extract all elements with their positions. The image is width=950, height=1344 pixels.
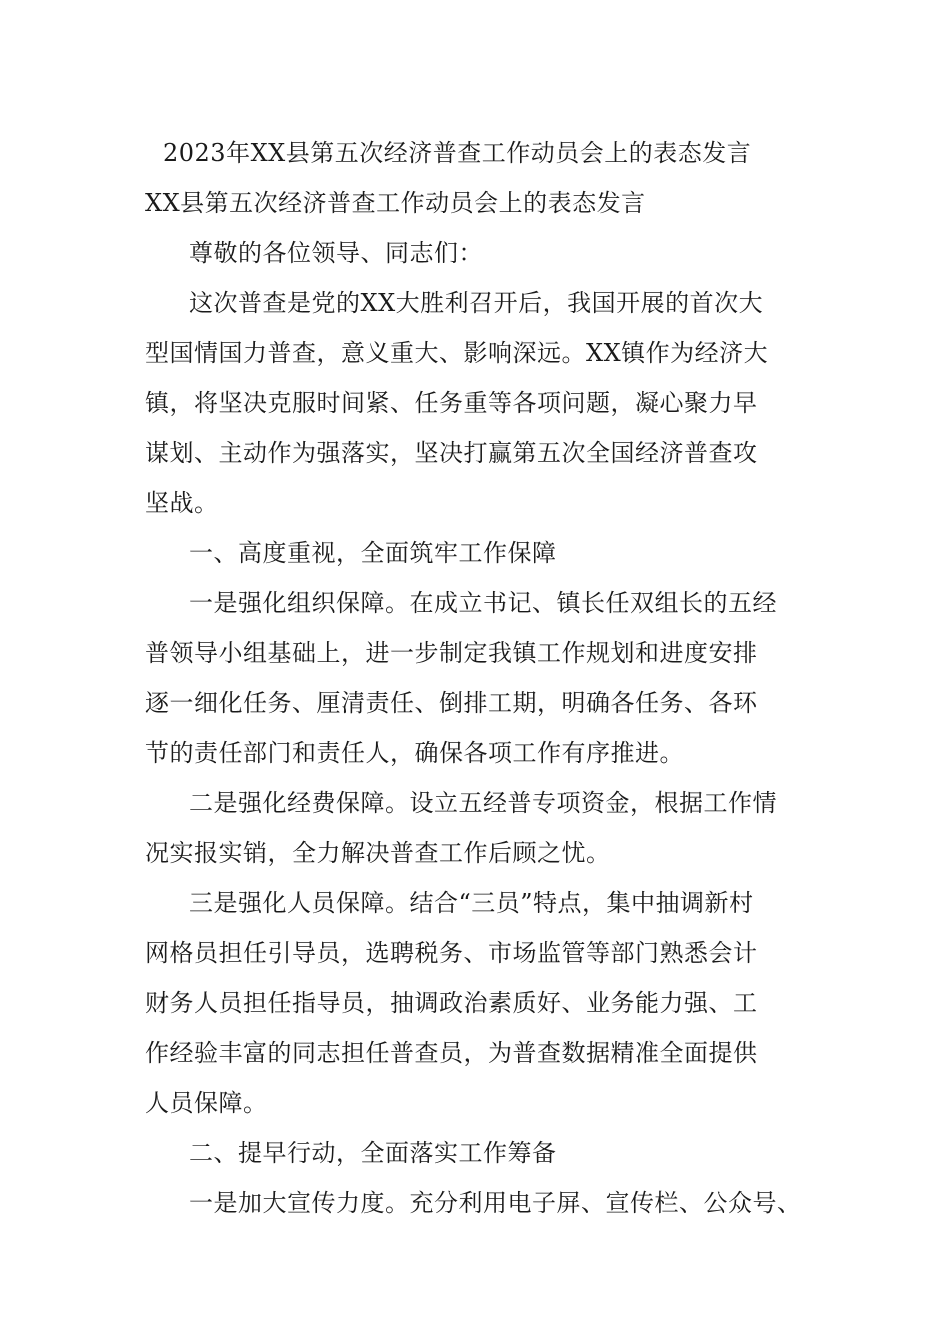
paragraph-line: 这次普查是党的XX大胜利召开后，我国开展的首次大 xyxy=(189,289,764,317)
paragraph-line: 逐一细化任务、厘清责任、倒排工期，明确各任务、各环 xyxy=(145,689,758,717)
paragraph-line: 作经验丰富的同志担任普查员，为普查数据精准全面提供 xyxy=(145,1039,758,1067)
document-subtitle: XX县第五次经济普查工作动员会上的表态发言 xyxy=(145,189,646,217)
paragraph-line: 谋划、主动作为强落实，坚决打赢第五次全国经济普查攻 xyxy=(145,439,758,467)
paragraph-line: 网格员担任引导员，选聘税务、市场监管等部门熟悉会计 xyxy=(145,939,758,967)
paragraph-line: 一是加大宣传力度。充分利用电子屏、宣传栏、公众号、 xyxy=(189,1189,802,1217)
paragraph-line: 节的责任部门和责任人，确保各项工作有序推进。 xyxy=(145,739,684,767)
paragraph-line: 三是强化人员保障。结合“三员”特点，集中抽调新村 xyxy=(189,889,754,917)
paragraph-line: 一是强化组织保障。在成立书记、镇长任双组长的五经 xyxy=(189,589,777,617)
paragraph-line: 坚战。 xyxy=(145,489,219,517)
paragraph-line: 型国情国力普查，意义重大、影响深远。XX镇作为经济大 xyxy=(145,339,769,367)
paragraph-line: 二是强化经费保障。设立五经普专项资金，根据工作情 xyxy=(189,789,777,817)
section-heading: 二、提早行动，全面落实工作筹备 xyxy=(189,1139,557,1167)
paragraph-line: 财务人员担任指导员，抽调政治素质好、业务能力强、工 xyxy=(145,989,758,1017)
paragraph-line: 镇，将坚决克服时间紧、任务重等各项问题，凝心聚力早 xyxy=(145,389,758,417)
paragraph-line: 普领导小组基础上，进一步制定我镇工作规划和进度安排 xyxy=(145,639,758,667)
paragraph-line: 况实报实销，全力解决普查工作后顾之忧。 xyxy=(145,839,611,867)
document-title: 2023年XX县第五次经济普查工作动员会上的表态发言 xyxy=(163,139,752,167)
paragraph-line: 人员保障。 xyxy=(145,1089,268,1117)
salutation: 尊敬的各位领导、同志们： xyxy=(189,239,483,267)
document-body xyxy=(145,128,825,1228)
section-heading: 一、高度重视，全面筑牢工作保障 xyxy=(189,539,557,567)
